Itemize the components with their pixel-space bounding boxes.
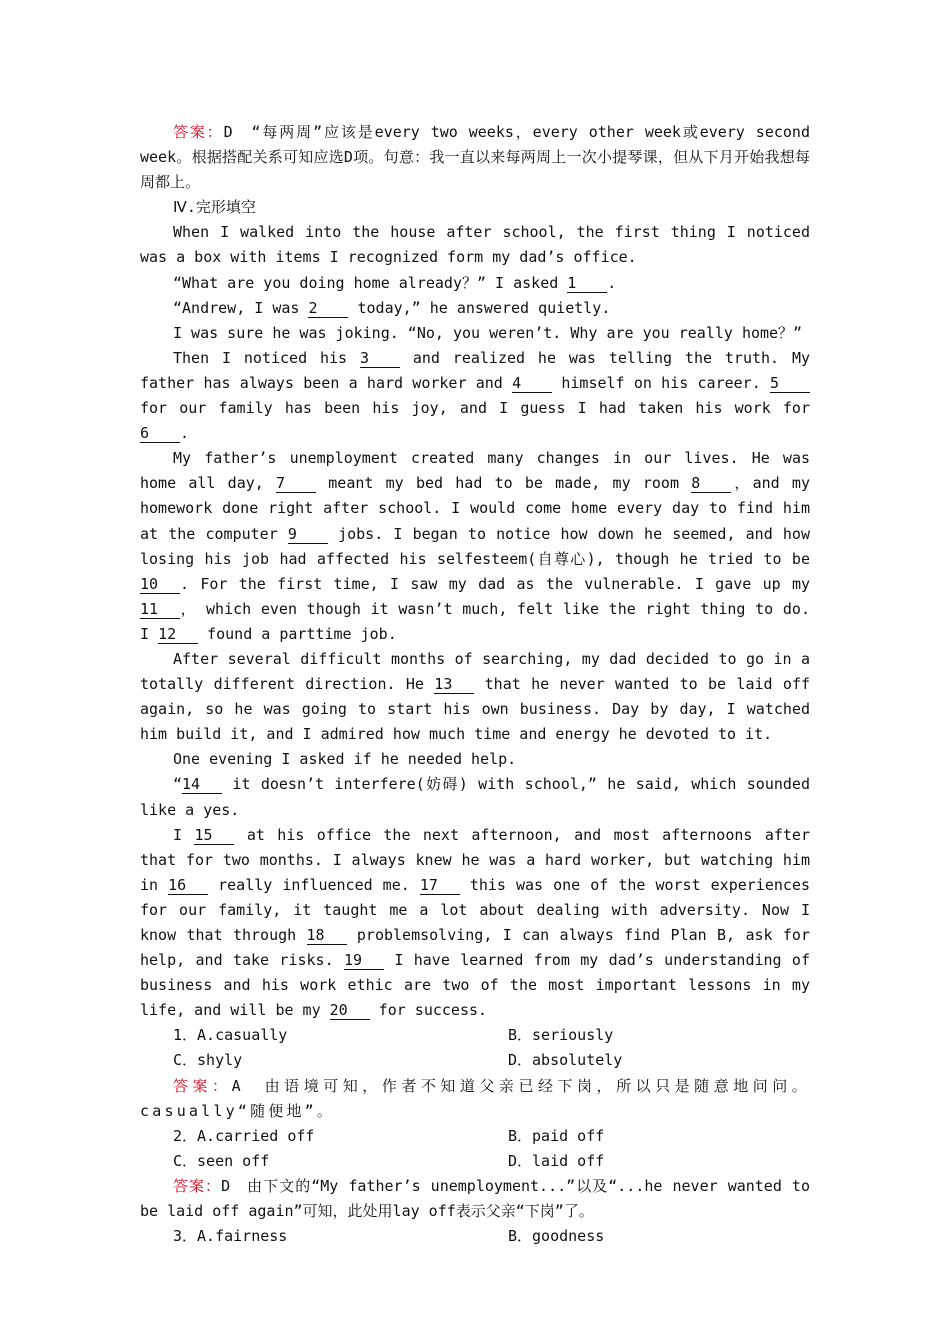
passage-paragraph-2: “What are you doing home already？” I asked 1 . xyxy=(173,273,617,292)
blank-8: 8 xyxy=(691,475,731,493)
passage-paragraph-10: I 15 at his office the next afternoon, and most afternoons after that for two months. I always knew he was a hard worker, but watching him in 16 really influenced me. 17 this was one of the worst experiences for our family, it taught me a lot about dealing with adversity. Now I know that through 18 problemsolving, I can always find Plan B, ask for help, and take risks. 19 I have learned from my dad’s understanding of business and his work ethic are two of the most important lessons in my life, and will be my 20 for success. xyxy=(140,825,810,1020)
blank-14: 14 xyxy=(182,776,222,794)
option-b: B．paid off xyxy=(508,1126,605,1145)
previous-answer xyxy=(140,120,810,195)
blank-13: 13 xyxy=(434,676,474,694)
option-a: 2．A.carried off xyxy=(173,1126,315,1145)
passage-paragraph-6: My father’s unemployment created many changes in our lives. He was home all day, 7 meant my bed had to be made, my room 8 ，and my homework done right after school. I would come home every day to find him at the computer 9 jobs. I began to notice how down he seemed, and how losing his job had affected his selfesteem(自尊心), though he tried to be 10 . For the first time, I saw my dad as the vulnerable. I gave up my 11 ， which even though it wasn’t much, felt like the right thing to do. I 12 found a parttime job. xyxy=(140,449,810,643)
document-page xyxy=(140,120,810,1249)
answer-text: D 由下文的“My father’s unemployment...”以及“...he never wanted to be laid off again”可知，此处用lay off表示父亲“下岗”了。 xyxy=(140,1176,810,1221)
option-b: B．goodness xyxy=(508,1227,605,1246)
passage-paragraph-8: One evening I asked if he needed help. xyxy=(173,750,517,769)
blank-1: 1 xyxy=(567,275,607,293)
blank-11: 11 xyxy=(140,601,180,619)
question-2-options-ab xyxy=(140,1124,810,1149)
answer-text: A 由语境可知，作者不知道父亲已经下岗，所以只是随意地问问。casually“随便地”。 xyxy=(140,1076,810,1120)
passage-paragraph-9: “14 it doesn’t interfere(妨碍) with school,” he said, which sounded like a yes. xyxy=(140,775,810,819)
passage-paragraph-4: I was sure he was joking. “No, you weren’t. Why are you really home？” xyxy=(173,323,803,342)
blank-5: 5 xyxy=(770,375,810,393)
question-3-options-ab xyxy=(140,1224,810,1249)
blank-18: 18 xyxy=(307,927,347,945)
blank-19: 19 xyxy=(344,952,384,970)
passage-paragraph-7: After several difficult months of searching, my dad decided to go in a totally different direction. He 13 that he never wanted to be laid off again, so he was going to start his own business. Day by day, I watched him build it, and I admired how much time and energy he devoted to it. xyxy=(140,649,811,744)
blank-12: 12 xyxy=(158,626,198,644)
question-1-options-ab xyxy=(140,1023,810,1048)
answer-text: D “每两周”应该是every two weeks，every other week或every second week。根据搭配关系可知应选D项。句意：我一直以来每两周上一次小提琴课，但从下月开始我想每周都上。 xyxy=(140,123,810,192)
blank-15: 15 xyxy=(194,827,234,845)
blank-2: 2 xyxy=(308,300,348,318)
option-c: C．seen off xyxy=(173,1151,270,1170)
option-a: 3．A.fairness xyxy=(173,1227,288,1246)
blank-3: 3 xyxy=(360,350,400,368)
blank-6: 6 xyxy=(140,425,180,443)
blank-7: 7 xyxy=(276,475,316,493)
answer-label: 答案： xyxy=(173,1176,222,1195)
option-c: C．shyly xyxy=(173,1051,243,1070)
question-1-answer xyxy=(140,1074,810,1124)
option-b: B．seriously xyxy=(508,1026,614,1045)
question-1-options-cd xyxy=(140,1048,810,1073)
option-a: 1．A.casually xyxy=(173,1026,288,1045)
question-2-options-cd xyxy=(140,1149,810,1174)
option-d: D．laid off xyxy=(508,1151,605,1170)
question-2-answer xyxy=(140,1174,810,1224)
blank-9: 9 xyxy=(288,526,328,544)
blank-20: 20 xyxy=(330,1002,370,1020)
passage-paragraph-1: When I walked into the house after school, the first thing I noticed was a box with items I recognized form my dad’s office. xyxy=(140,223,810,267)
answer-label: 答案： xyxy=(173,1076,232,1095)
answer-label: 答案： xyxy=(173,123,224,141)
option-d: D．absolutely xyxy=(508,1051,623,1070)
blank-17: 17 xyxy=(420,877,460,895)
blank-10: 10 xyxy=(140,576,180,594)
passage-paragraph-3: “Andrew, I was 2 today,” he answered quietly. xyxy=(173,298,611,317)
section-title: Ⅳ.完形填空 xyxy=(173,198,256,217)
blank-4: 4 xyxy=(512,375,552,393)
passage-paragraph-5: Then I noticed his 3 and realized he was telling the truth. My father has always been a hard worker and 4 himself on his career. 5 for our family has been his joy, and I guess I had taken his work for 6 . xyxy=(140,348,811,443)
blank-16: 16 xyxy=(168,877,208,895)
